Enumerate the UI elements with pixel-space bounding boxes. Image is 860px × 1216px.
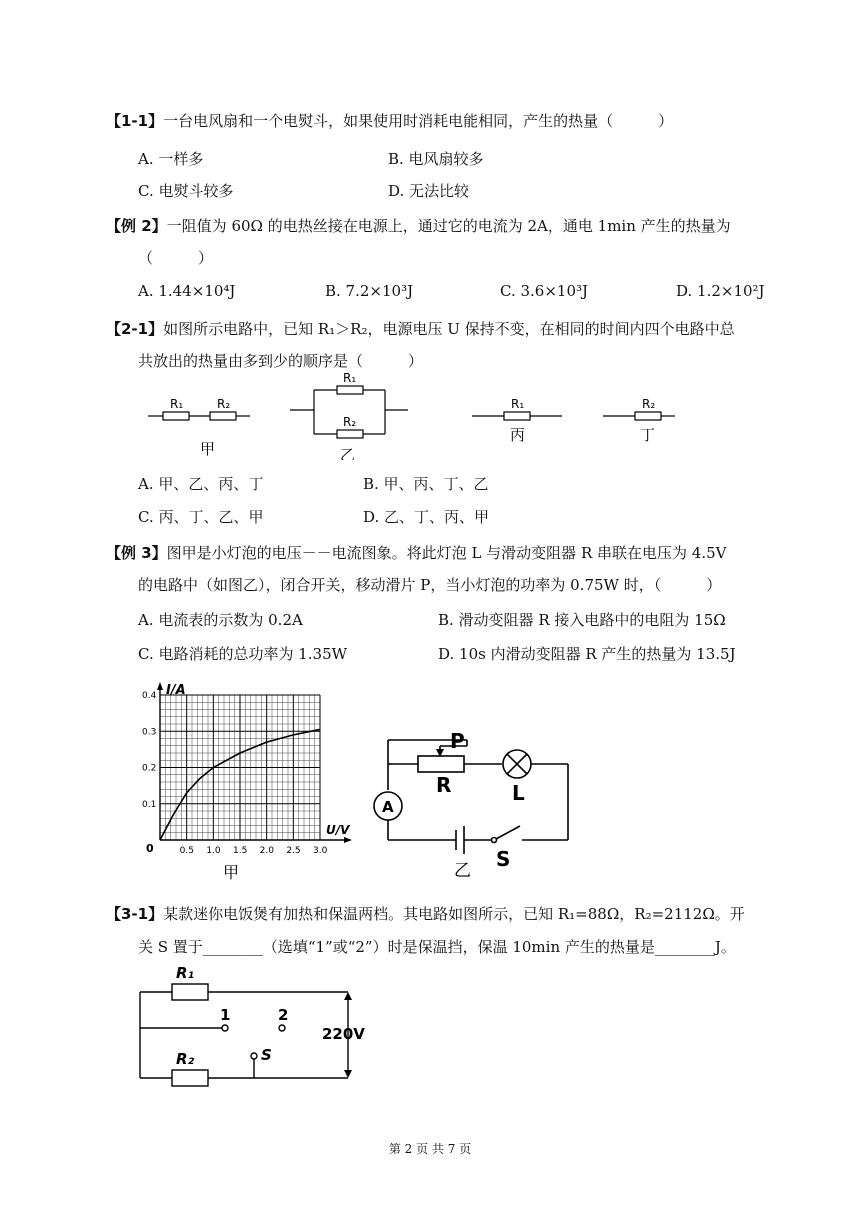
caption-ding: 丁 xyxy=(640,426,656,444)
question-tag: 【2-1】 xyxy=(106,320,164,338)
circuit-yi xyxy=(372,730,582,880)
four-circuits-figure xyxy=(0,370,860,460)
caption-bing: 丙 xyxy=(510,426,526,444)
y-tick-label: 0.1 xyxy=(142,799,157,810)
x-tick-label: 3.0 xyxy=(313,846,328,856)
question-stem-2: 共放出的热量由多到少的顺序是（ ） xyxy=(138,352,424,370)
x-tick-label: 1.0 xyxy=(206,846,221,856)
resistor-r1 xyxy=(172,984,208,1000)
question-stem: 某款迷你电饭煲有加热和保温两档。其电路如图所示，已知 R₁=88Ω，R₂=2112Ω。开 xyxy=(163,905,745,923)
label-s: S xyxy=(496,847,511,871)
x-axis-arrow xyxy=(344,837,352,843)
option-d: D. 无法比较 xyxy=(388,182,470,200)
resistor-r2 xyxy=(337,430,363,438)
caption-jia: 甲 xyxy=(200,440,216,458)
option-d: D. 10s 内滑动变阻器 R 产生的热量为 13.5J xyxy=(438,645,736,663)
x-axis-label: U/V xyxy=(326,823,350,837)
rice-cooker-circuit xyxy=(130,962,390,1092)
y-tick-label: 0.2 xyxy=(142,763,157,774)
x-tick-label: 2.0 xyxy=(259,846,274,856)
caption-yi: 乙 xyxy=(340,446,356,460)
label-l: L xyxy=(512,781,525,805)
circuit-caption: 乙 xyxy=(454,861,471,880)
question-tag: 【3-1】 xyxy=(106,905,164,923)
label-r: R xyxy=(436,773,452,797)
rheostat xyxy=(418,756,464,772)
example-3 xyxy=(106,542,726,563)
option-b: B. 滑动变阻器 R 接入电路中的电阻为 15Ω xyxy=(438,611,726,629)
option-c: C. 电熨斗较多 xyxy=(138,182,234,200)
label-r2: R₂ xyxy=(642,397,656,411)
label-r1: R₁ xyxy=(511,397,525,411)
resistor-r2 xyxy=(635,412,661,420)
question-1-1 xyxy=(106,110,673,131)
option-a: A. 1.44×10⁴J xyxy=(138,282,236,300)
label-r1: R₁ xyxy=(176,964,195,982)
iv-graph xyxy=(138,680,368,880)
y-tick-label: 0.3 xyxy=(142,727,157,738)
question-tag: 【1-1】 xyxy=(106,112,164,130)
x-tick-label: 0.5 xyxy=(179,846,194,856)
x-tick-label: 1.5 xyxy=(233,846,248,856)
contact-2: 2 xyxy=(278,1006,289,1024)
question-3-1 xyxy=(106,903,745,924)
question-stem: 如图所示电路中，已知 R₁＞R₂，电源电压 U 保持不变，在相同的时间内四个电路中总 xyxy=(163,320,735,338)
resistor-r1 xyxy=(337,386,363,394)
resistor-r2 xyxy=(210,412,236,420)
contact-1: 1 xyxy=(220,1006,231,1024)
option-c: C. 电路消耗的总功率为 1.35W xyxy=(138,645,348,663)
question-stem: 图甲是小灯泡的电压－－电流图象。将此灯泡 L 与滑动变阻器 R 串联在电压为 4.5V xyxy=(166,544,727,562)
option-b: B. 甲、丙、丁、乙 xyxy=(363,475,489,493)
voltage-label: 220V xyxy=(322,1025,365,1043)
option-d: D. 乙、丁、丙、甲 xyxy=(363,508,490,526)
option-a: A. 电流表的示数为 0.2A xyxy=(138,611,303,629)
y-tick-label: 0.4 xyxy=(142,691,157,701)
option-b: B. 7.2×10³J xyxy=(325,282,414,300)
label-s: S xyxy=(261,1046,272,1064)
label-p: P xyxy=(450,730,465,753)
label-r2: R₂ xyxy=(343,415,357,429)
option-d: D. 1.2×10²J xyxy=(676,282,765,300)
resistor-r2 xyxy=(172,1070,208,1086)
example-2 xyxy=(106,215,731,236)
question-tag: 【例 3】 xyxy=(106,544,167,562)
graph-caption: 甲 xyxy=(223,863,240,880)
label-r2: R₂ xyxy=(217,397,231,411)
label-a: A xyxy=(382,798,394,816)
question-stem-2: 的电路中（如图乙），闭合开关，移动滑片 P，当小灯泡的功率为 0.75W 时，（ ） xyxy=(138,576,722,594)
question-stem-2: （ ） xyxy=(138,249,214,267)
option-a: A. 甲、乙、丙、丁 xyxy=(138,475,264,493)
question-stem: 一阻值为 60Ω 的电热丝接在电源上，通过它的电流为 2A，通电 1min 产生的热量为 xyxy=(166,217,731,235)
y-axis-label: I/A xyxy=(166,683,186,698)
question-stem: 一台电风扇和一个电熨斗，如果使用时消耗电能相同，产生的热量（ ） xyxy=(163,112,674,130)
label-r2: R₂ xyxy=(176,1050,195,1068)
option-b: B. 电风扇较多 xyxy=(388,150,484,168)
page-footer: 第 2 页 共 7 页 xyxy=(388,1142,472,1156)
option-c: C. 3.6×10³J xyxy=(500,282,589,300)
resistor-r1 xyxy=(504,412,530,420)
label-r1: R₁ xyxy=(170,397,184,411)
y-axis-arrow xyxy=(157,682,163,690)
x-tick-label: 2.5 xyxy=(286,846,301,856)
resistor-r1 xyxy=(163,412,189,420)
question-stem-2: 关 S 置于________（选填“1”或“2”）时是保温挡，保温 10min 产生的热量是________J。 xyxy=(138,938,736,956)
option-a: A. 一样多 xyxy=(138,150,204,168)
question-tag: 【例 2】 xyxy=(106,217,167,235)
origin-label: 0 xyxy=(146,842,154,855)
label-r1: R₁ xyxy=(343,371,357,385)
question-2-1 xyxy=(106,318,735,339)
option-c: C. 丙、丁、乙、甲 xyxy=(138,508,264,526)
